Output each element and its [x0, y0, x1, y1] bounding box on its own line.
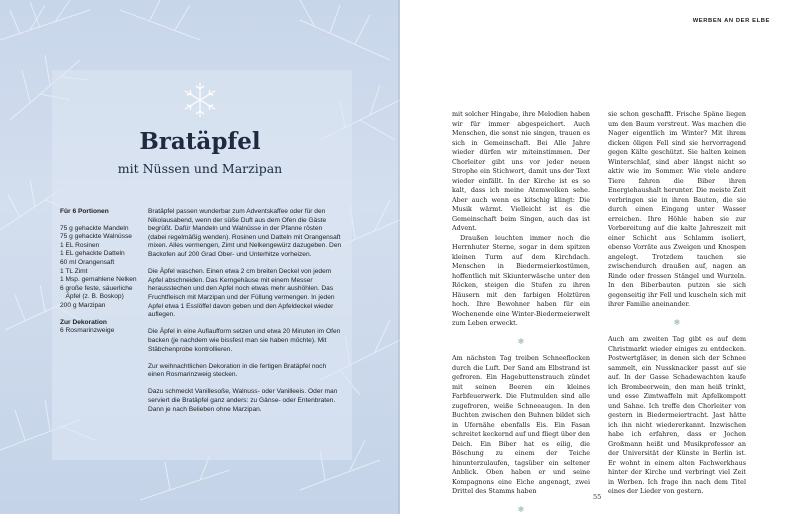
instruction-paragraph: Die Äpfel waschen. Einen etwa 2 cm breiten Deckel von jedem Apfel abschneiden. Das Kerngehäuse mit einem Messer herausstechen und den Apfel noch etwas mehr aushöhlen. Das Fruchtfleisch mit Marzipan und der Füllung vermengen. In jeden Apfel etwa 1 Esslöffel davon geben und den Apfeldeckel wieder auflegen. [148, 268, 335, 319]
body-paragraph: Draußen leuchten immer noch die Herrnhuter Sterne, sogar in dem spitzen kleinen Turm auf dem Kirchdach. Menschen in Biedermeierkostümen, hoffentlich mit Skiunterwäsche unter den Röcken, steigen die Stufen zu ihren Häusern mit den farbigen Holztüren hoch. Ihre Bewohner haben für ein Wochenende eine Winter-Biedermeierwelt zum Leben erweckt. [452, 233, 590, 327]
ingredient-item: 1 EL gehackte Datteln [60, 250, 125, 258]
ingredient-item: 200 g Marzipan [60, 301, 106, 309]
instruction-paragraph: Zur weihnachtlichen Dekoration in die fertigen Bratäpfel noch einen Rosmarinzweig stecken. [148, 362, 327, 379]
ingredient-item: 1 TL Zimt [60, 267, 88, 275]
text-column-1 [452, 110, 590, 522]
story-page [400, 0, 800, 514]
running-header: WERBEN AN DER ELBE [692, 18, 770, 24]
recipe-subtitle: mit Nüssen und Marzipan [117, 161, 283, 176]
body-paragraph: Auch am zweiten Tag gibt es auf dem Christmarkt wieder einiges zu entdecken. Postwertgläser, in denen sich der Schnee sammelt, ein Nussknacker passt auf sie auf. In der Gasse Schadewachten kaufe ich Brombeerwein, den man heiß trinkt, und esse Zimtwaffeln mit Apfelkompott und Sahne. Ich treffe den Chorleiter von gestern in Biedermeiertracht. Jast hätte ich ihn nicht wiedererkannt. Inzwischen habe ich erfahren, dass er Jochen Großmann heißt und Musikprofessor an der Universität der Künste in Berlin ist. Er wohnt in einem alten Fachwerkhaus hinter der Kirche und verbringt viel Zeit in Werben. Ich frage ihn nach dem Titel eines der Lieder von gestern. [608, 335, 746, 495]
ingredient-item: 1 EL Rosinen [60, 241, 100, 249]
ingredient-item: 6 große feste, säuerliche [60, 284, 133, 292]
instruction-paragraph: Dazu schmeckt Vanillesoße, Walnuss- oder Vanilleeis. Oder man serviert die Bratäpfel ganz anders: zu Gänse- oder Entenbraten. Dann je nach Belieben ohne Marzipan. [148, 388, 338, 413]
body-paragraph: mit solcher Hingabe, ihre Melodien haben wir für immer abgespeichert. Auch Menschen, die sonst nie singen, trauen es sich in Gemeinschaft. Bei Alle Jahre wieder dürfen wir miteinstimmen. Der Chorleiter gibt uns vor jeder neuen Strophe ein Stichwort, damit uns der Text wieder einfällt. In der Kirche ist es so kalt, dass ich meine Atemwolken sehe. Aber auch wenn es kitschig klingt: Die Musik wärmt. Vielleicht ist es die Gemeinschaft beim Singen, auch das ist Advent. [452, 110, 590, 232]
page-number: 55 [593, 493, 602, 501]
recipe-instructions [148, 208, 342, 423]
ingredient-item: Äpfel (z. B. Boskop) [60, 293, 124, 301]
ingredients-list [60, 208, 140, 336]
ingredient-item: 1 Msp. gemahlene Nelken [60, 276, 137, 284]
snowflake-separator-icon: ❄ [517, 336, 525, 346]
recipe-title: Bratäpfel [139, 128, 261, 155]
body-paragraph: sie schon geschafft. Frische Späne liegen um den Baum verstreut. Was machen die Nager eigentlich im Winter? Mit ihrem dicken öligen Fell sind sie hervorragend gegen Kälte geschützt. Sie halten keinen Winterschlaf, sind aber längst nicht so aktiv wie im Sommer. Wie viele andere Tiere fahren die Biber ihren Energiehaushalt herunter. Die meiste Zeit verbringen sie in ihren Bauten, die sie durch einen Eingang unter Wasser erreichen. Ihre Höhle haben sie zur Vorbereitung auf die kalte Jahreszeit mit einer Schicht aus Schlamm isoliert, ebenso Vorräte aus Zweigen und Knospen angelegt. Trotzdem tauchen sie zwischendurch draußen auf, nagen an Rinde oder fressen Stängel und Wurzeln. In den Biberbauten putzen sie sich gegenseitig ihr Fell und kuscheln sich mit ihrer Familie aneinander. [608, 110, 746, 308]
instruction-paragraph: Bratäpfel passen wunderbar zum Adventskaffee oder für den Nikolausabend, wenn der süße Duft aus dem Ofen die Gäste begrüßt. Dafür Mandeln und Walnüsse in der Pfanne rösten (dabei regelmäßig wenden). Rosinen und Datteln mit Orangensaft mixen. Alles vermengen, Zimt und Nelkengewürz dazugeben. Den Backofen auf 200 Grad Ober- und Unterhitze vorheizen. [148, 208, 342, 258]
body-paragraph: Am nächsten Tag treiben Schneeflocken durch die Luft. Der Sand am Elbstrand ist gefroren. Ein Hagebuttenstrauch zündet mit seinen Beeren ein kleines Farbfeuerwerk. Die Flutmulden sind alle zugefroren, weiße Schneeaugen. In den Buchten zwischen den Buhnen bildet sich in Ufernähe ebenfalls Eis. Ein Fasan schreitet keckernd auf und fliegt über den Deich. Ein Biber hat es eilig, die Böschung zu einem der Teiche hinunterzulaufen, tagsüber ein seltener Anblick. Oben haben er und seine Kompagnons eine Eiche angenagt, zwei Drittel des Stamms haben [452, 354, 590, 495]
snowflake-icon [180, 80, 220, 120]
recipe-page [0, 0, 400, 514]
decoration-item: 6 Rosmarinzweige [60, 327, 115, 335]
ingredients-heading: Für 6 Portionen [60, 208, 109, 215]
text-column-2 [608, 110, 746, 497]
ingredient-item: 75 g gehackte Mandeln [60, 224, 129, 232]
decoration-heading: Zur Dekoration [60, 318, 107, 326]
ingredient-item: 60 ml Orangensaft [60, 258, 115, 266]
ingredient-item: 75 g gehackte Walnüsse [60, 233, 132, 241]
instruction-paragraph: Die Äpfel in eine Auflaufform setzen und etwa 20 Minuten im Ofen backen (je nachdem wie bissfest man sie haben möchte). Mit Stäbchenprobe kontrollieren. [148, 328, 341, 353]
snowflake-separator-icon: ❄ [517, 504, 525, 514]
snowflake-separator-icon: ❄ [673, 317, 681, 327]
